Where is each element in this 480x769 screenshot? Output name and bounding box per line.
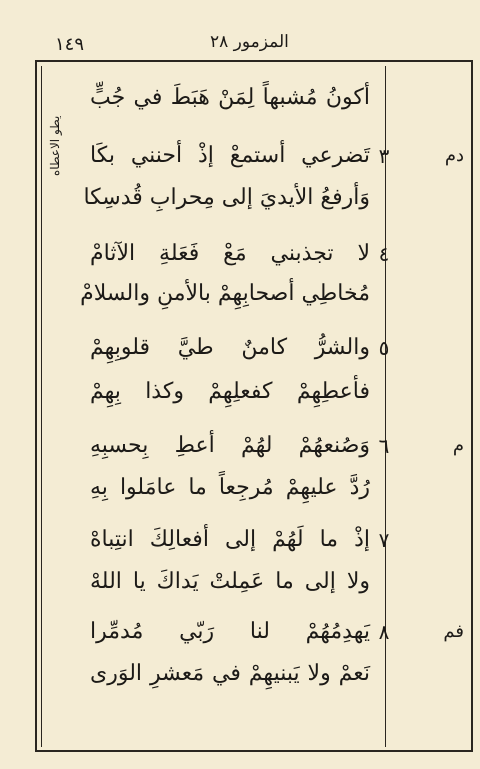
verse-number: ٨ — [378, 620, 390, 644]
page-number: ١٤٩ — [55, 34, 85, 55]
verse-line: أكونُ مُشبهاً لِمَنْ هَبَطَ في جُبٍّ — [90, 85, 370, 110]
verse-line: وَصُنعهُمْ لهُمْ أعطِ بِحسبِهِ — [90, 433, 370, 458]
verse-number: ٧ — [378, 528, 390, 552]
verse-line: نَعمْ ولا يَبنيهِمْ في مَعشرِ الوَرى — [90, 661, 370, 686]
verse-number: ٤ — [378, 242, 390, 266]
verse-line: إذْ ما لَهُمْ إلى أفعالِكَ انتِباهْ — [90, 527, 370, 552]
margin-side-note: يطو الاعطاه — [48, 115, 62, 176]
margin-marker: فم — [443, 621, 464, 642]
margin-marker: دم — [444, 145, 464, 166]
verse-line: والشرُّ كامنٌ طيَّ قلوبِهِمْ — [90, 335, 370, 360]
verse-line: رُدَّ عليهِمْ مُرجِعاً ما عامَلوا بِهِ — [90, 475, 370, 500]
verse-line: يَهدِمُهُمْ لنا رَبّي مُدمِّرا — [90, 619, 370, 644]
verse-number: ٥ — [378, 336, 390, 360]
verse-line: فأعطِهِمْ كفعلِهِمْ وكذا بِهِمْ — [90, 379, 370, 404]
page-header — [55, 30, 465, 58]
verse-line: مُخاطِي أصحابِهِمْ بالأمنِ والسلامْ — [80, 281, 370, 306]
verse-number: ٦ — [378, 434, 390, 458]
margin-marker: م — [452, 435, 464, 456]
running-head: المزمور ٢٨ — [210, 32, 289, 52]
verse-line: لا تجذبني مَعْ فَعَلةِ الآثامْ — [90, 241, 370, 266]
verse-line: تَضرعي أستمعْ إذْ أحنني بكَا — [90, 143, 370, 168]
verse-line: ولا إلى ما عَمِلتْ يَداكَ يا اللهْ — [90, 569, 370, 594]
verse-number: ٣ — [378, 144, 390, 168]
verse-line: وَأرفعُ الأيديَ إلى مِحرابِ قُدسِكا — [83, 185, 370, 210]
